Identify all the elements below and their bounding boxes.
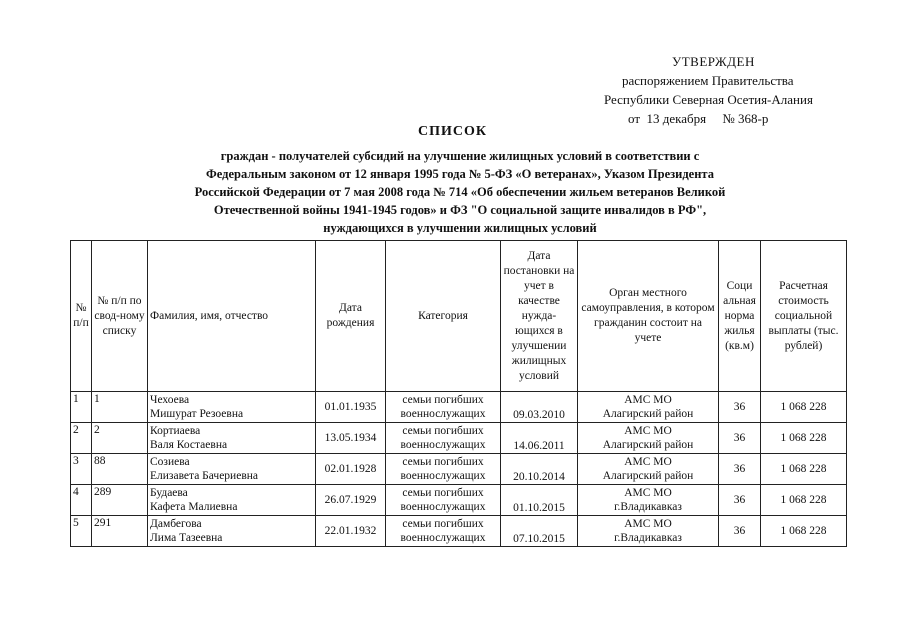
subtitle-line: граждан - получателей субсидий на улучшение жилищных условий в соответствии с (220, 149, 700, 163)
cell-full-name (148, 516, 316, 547)
approval-line-order: распоряжением Правительства (622, 73, 794, 88)
cell-number: 1 (71, 392, 92, 423)
cell-category (386, 454, 501, 485)
cell-category (386, 392, 501, 423)
cell-birth-date: 26.07.1929 (316, 485, 386, 516)
surname: Кортиаева (150, 425, 201, 437)
authority-line: АМС МО (624, 425, 672, 437)
subtitle-line: Отечественной войны 1941-1945 годов» и ФЗ "О социальной защите инвалидов в РФ", (213, 203, 707, 217)
table-row (71, 423, 847, 454)
authority-line: г.Владикавказ (614, 501, 682, 513)
cell-authority (578, 392, 719, 423)
col-header-birth-date: Дата рождения (316, 241, 386, 392)
cell-summary-number: 2 (92, 423, 148, 454)
cell-authority (578, 454, 719, 485)
surname: Дамбегова (150, 518, 202, 530)
cell-payment: 1 068 228 (761, 423, 847, 454)
cell-birth-date: 13.05.1934 (316, 423, 386, 454)
cell-registration-date: 14.06.2011 (501, 423, 578, 454)
approval-stamp (560, 52, 860, 128)
cell-birth-date: 01.01.1935 (316, 392, 386, 423)
document-subtitle (150, 147, 770, 237)
cell-summary-number: 1 (92, 392, 148, 423)
category-line: семьи погибших (402, 394, 484, 406)
cell-housing-norm: 36 (719, 423, 761, 454)
authority-line: АМС МО (624, 518, 672, 530)
cell-birth-date: 22.01.1932 (316, 516, 386, 547)
authority-line: АМС МО (624, 394, 672, 406)
cell-full-name (148, 423, 316, 454)
cell-summary-number: 88 (92, 454, 148, 485)
subtitle-line: Федеральным законом от 12 января 1995 года № 5-ФЗ «О ветеранах», Указом Президента (206, 167, 714, 181)
cell-registration-date: 07.10.2015 (501, 516, 578, 547)
cell-housing-norm: 36 (719, 485, 761, 516)
cell-number: 2 (71, 423, 92, 454)
cell-registration-date: 01.10.2015 (501, 485, 578, 516)
given-names: Кафета Малиевна (150, 501, 238, 513)
subtitle-line: нуждающихся в улучшении жилищных условий (323, 221, 597, 235)
category-line: семьи погибших (402, 487, 484, 499)
category-line: военнослужащих (400, 408, 486, 420)
table-header-row (71, 241, 847, 392)
cell-summary-number: 289 (92, 485, 148, 516)
approval-line-republic: Республики Северная Осетия-Алания (604, 92, 813, 107)
authority-line: г.Владикавказ (614, 532, 682, 544)
col-header-authority: Орган местного самоуправления, в котором гражданин состоит на учете (578, 241, 719, 392)
col-header-number: № п/п (71, 241, 92, 392)
col-header-category: Категория (386, 241, 501, 392)
document-title: СПИСОК (417, 124, 488, 139)
table-row (71, 454, 847, 485)
surname: Созиева (150, 456, 190, 468)
given-names: Елизавета Бачериевна (150, 470, 259, 482)
cell-category (386, 516, 501, 547)
cell-category (386, 485, 501, 516)
cell-category (386, 423, 501, 454)
authority-line: Алагирский район (602, 408, 694, 420)
cell-payment: 1 068 228 (761, 392, 847, 423)
cell-summary-number: 291 (92, 516, 148, 547)
given-names: Валя Костаевна (150, 439, 228, 451)
cell-authority (578, 485, 719, 516)
authority-line: АМС МО (624, 456, 672, 468)
subtitle-line: Российской Федерации от 7 мая 2008 года № 714 «Об обеспечении жильем ветеранов Великой (194, 185, 726, 199)
cell-registration-date: 09.03.2010 (501, 392, 578, 423)
cell-authority (578, 423, 719, 454)
given-names: Мишурат Резоевна (150, 408, 244, 420)
category-line: семьи погибших (402, 518, 484, 530)
col-header-registration-date: Дата постановки на учет в качестве нужда-ющихся в улучшении жилищных условий (501, 241, 578, 392)
authority-line: Алагирский район (602, 439, 694, 451)
category-line: военнослужащих (400, 501, 486, 513)
approval-heading: УТВЕРЖДЕН (672, 54, 755, 69)
col-header-housing-norm: Соци альная норма жилья (кв.м) (719, 241, 761, 392)
cell-full-name (148, 392, 316, 423)
cell-registration-date: 20.10.2014 (501, 454, 578, 485)
cell-authority (578, 516, 719, 547)
cell-housing-norm: 36 (719, 392, 761, 423)
table-row (71, 392, 847, 423)
approval-line-date: от 13 декабря № 368-р (628, 111, 769, 126)
recipients-table (70, 240, 847, 547)
table-row (71, 516, 847, 547)
cell-full-name (148, 485, 316, 516)
col-header-full-name: Фамилия, имя, отчество (148, 241, 316, 392)
category-line: семьи погибших (402, 425, 484, 437)
surname: Будаева (150, 487, 188, 499)
cell-housing-norm: 36 (719, 516, 761, 547)
cell-full-name (148, 454, 316, 485)
cell-number: 4 (71, 485, 92, 516)
cell-housing-norm: 36 (719, 454, 761, 485)
cell-payment: 1 068 228 (761, 454, 847, 485)
category-line: военнослужащих (400, 532, 486, 544)
cell-number: 3 (71, 454, 92, 485)
authority-line: Алагирский район (602, 470, 694, 482)
cell-payment: 1 068 228 (761, 485, 847, 516)
table-row (71, 485, 847, 516)
col-header-payment: Расчетная стоимость социальной выплаты (тыс. рублей) (761, 241, 847, 392)
col-header-summary-number: № п/п по свод-ному списку (92, 241, 148, 392)
cell-number: 5 (71, 516, 92, 547)
category-line: военнослужащих (400, 470, 486, 482)
authority-line: АМС МО (624, 487, 672, 499)
category-line: семьи погибших (402, 456, 484, 468)
cell-birth-date: 02.01.1928 (316, 454, 386, 485)
surname: Чехоева (150, 394, 190, 406)
given-names: Лима Тазеевна (150, 532, 223, 544)
cell-payment: 1 068 228 (761, 516, 847, 547)
category-line: военнослужащих (400, 439, 486, 451)
